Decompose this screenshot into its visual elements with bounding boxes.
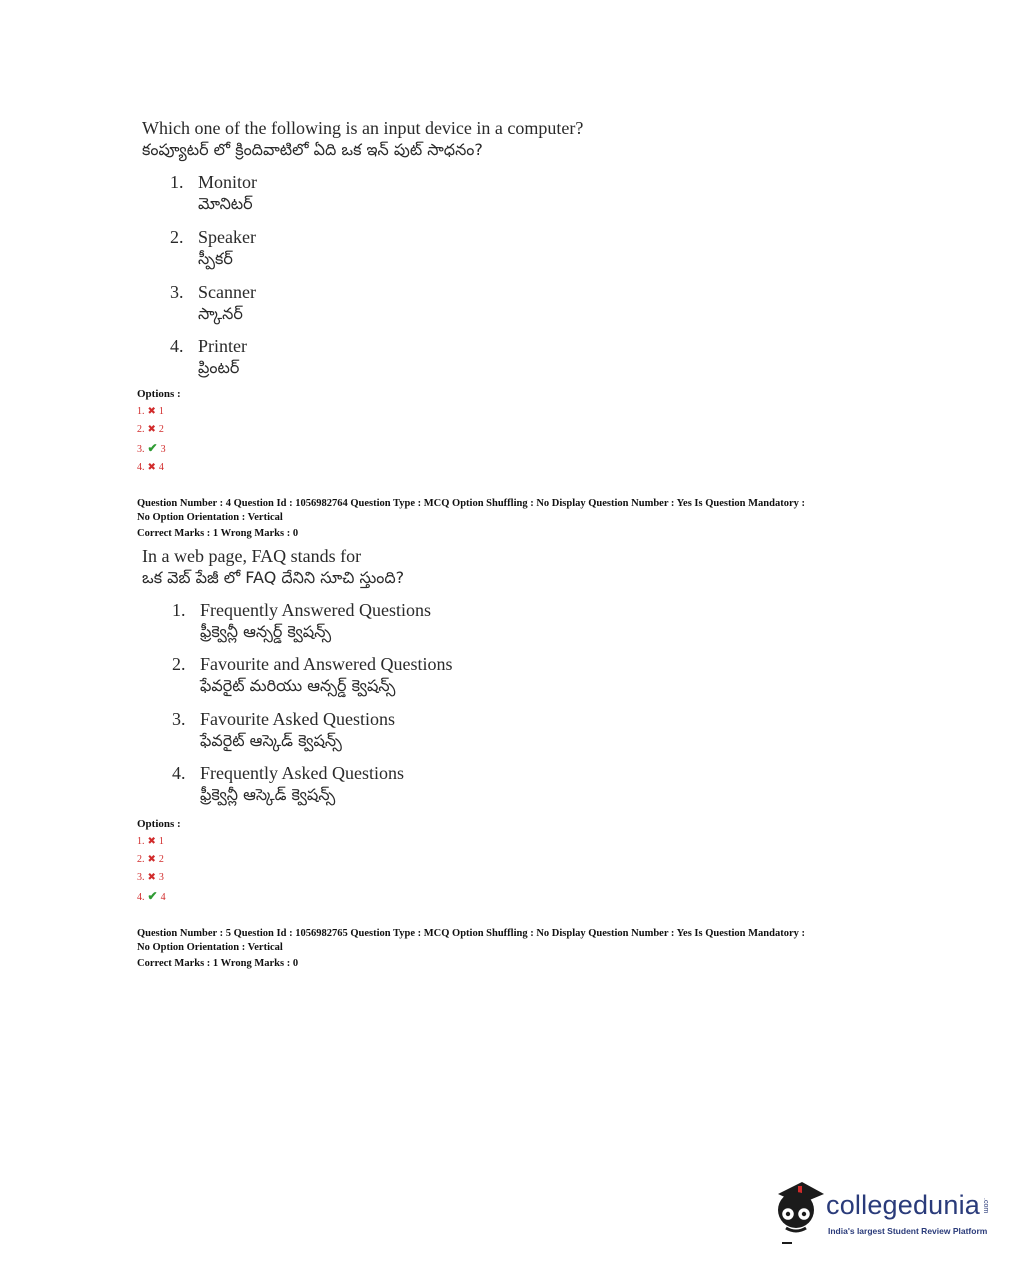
q4-option-1 <box>172 599 431 643</box>
option-telugu: ప్రింటర్ <box>198 358 240 377</box>
answer-row: 1. ✖ 1 <box>137 406 164 417</box>
q5-meta <box>137 927 805 971</box>
wrong-icon: ✖ <box>147 854 156 865</box>
wrong-icon: ✖ <box>147 872 156 883</box>
option-english: Favourite Asked Questions <box>200 709 395 729</box>
logo-tagline: India's largest Student Review Platform <box>828 1226 988 1236</box>
option-english: Speaker <box>198 227 256 247</box>
q4-meta-line-1: Question Number : 4 Question Id : 1056982764 Question Type : MCQ Option Shuffling : No Display Question Number : Yes Is Question Mandatory : <box>137 498 805 509</box>
q4-options-label: Options : <box>137 818 181 830</box>
correct-check-icon: ✔ <box>147 441 158 455</box>
mascot-icon <box>768 1176 826 1248</box>
q4-meta <box>137 497 805 541</box>
option-number: 3. <box>170 282 184 302</box>
q4-marks: Correct Marks : 1 Wrong Marks : 0 <box>137 528 299 539</box>
option-number: 4. <box>172 763 186 783</box>
answer-row: 4. ✖ 4 <box>137 462 164 473</box>
answer-row: 2. ✖ 2 <box>137 854 164 865</box>
logo-dotcom: .com <box>982 1198 989 1214</box>
q4-option-2 <box>172 653 452 697</box>
q5-meta-line-1: Question Number : 5 Question Id : 1056982765 Question Type : MCQ Option Shuffling : No Display Question Number : Yes Is Question Mandatory : <box>137 928 805 939</box>
option-english: Printer <box>198 336 247 356</box>
wrong-icon: ✖ <box>147 836 156 847</box>
option-english: Scanner <box>198 282 256 302</box>
option-number: 4. <box>170 336 184 356</box>
q5-meta-line-2: No Option Orientation : Vertical <box>137 942 283 953</box>
option-number: 1. <box>172 600 186 620</box>
option-english: Frequently Answered Questions <box>200 600 431 620</box>
correct-check-icon: ✔ <box>147 889 158 903</box>
option-telugu: ఫేవరైట్ మరియు ఆన్సర్డ్ క్వెషన్స్ <box>200 676 396 695</box>
question-3-text <box>142 117 583 161</box>
collegedunia-logo <box>768 1176 998 1248</box>
option-number: 1. <box>170 172 184 192</box>
question-4-telugu: ఒక వెబ్ పేజీ లో FAQ దేనిని సూచి స్తుంది? <box>142 568 405 587</box>
option-telugu: ఫ్రీక్వెన్లీ ఆస్కెడ్ క్వెషన్స్ <box>200 785 336 804</box>
answer-row: 3. ✔ 3 <box>137 441 166 455</box>
option-english: Frequently Asked Questions <box>200 763 404 783</box>
wrong-icon: ✖ <box>147 406 156 417</box>
q3-option-2 <box>170 226 256 270</box>
option-telugu: ఫేవరైట్ ఆస్కెడ్ క్వెషన్స్ <box>200 731 342 750</box>
q5-marks: Correct Marks : 1 Wrong Marks : 0 <box>137 958 299 969</box>
option-telugu: మోనిటర్ <box>198 194 253 213</box>
logo-brand-text: collegedunia <box>826 1190 981 1220</box>
q4-option-4 <box>172 762 404 806</box>
answer-row: 4. ✔ 4 <box>137 889 166 903</box>
q4-meta-line-2: No Option Orientation : Vertical <box>137 512 283 523</box>
question-3-english: Which one of the following is an input device in a computer? <box>142 118 584 138</box>
option-telugu: ఫ్రీక్వెన్లీ ఆన్సర్డ్ క్వెషన్స్ <box>200 622 332 641</box>
question-4-text <box>142 545 404 589</box>
answer-row: 2. ✖ 2 <box>137 424 164 435</box>
q3-option-4 <box>170 335 247 379</box>
option-english: Monitor <box>198 172 258 192</box>
option-english: Favourite and Answered Questions <box>200 654 453 674</box>
option-telugu: స్కానర్ <box>198 304 243 323</box>
option-number: 2. <box>170 227 184 247</box>
option-telugu: స్పీకర్ <box>198 249 233 268</box>
q3-option-3 <box>170 281 256 325</box>
q4-option-3 <box>172 708 395 752</box>
answer-row: 1. ✖ 1 <box>137 836 164 847</box>
answer-row: 3. ✖ 3 <box>137 872 164 883</box>
q3-answer-list <box>137 403 166 477</box>
question-3-telugu: కంప్యూటర్ లో క్రిందివాటిలో ఏది ఒక ఇన్ పుట్ సాధనం? <box>142 140 483 159</box>
q3-option-1 <box>170 171 257 215</box>
option-number: 3. <box>172 709 186 729</box>
question-4-english: In a web page, FAQ stands for <box>142 546 362 566</box>
wrong-icon: ✖ <box>147 462 156 473</box>
q4-answer-list <box>137 833 166 907</box>
q3-options-label: Options : <box>137 388 181 400</box>
option-number: 2. <box>172 654 186 674</box>
wrong-icon: ✖ <box>147 424 156 435</box>
